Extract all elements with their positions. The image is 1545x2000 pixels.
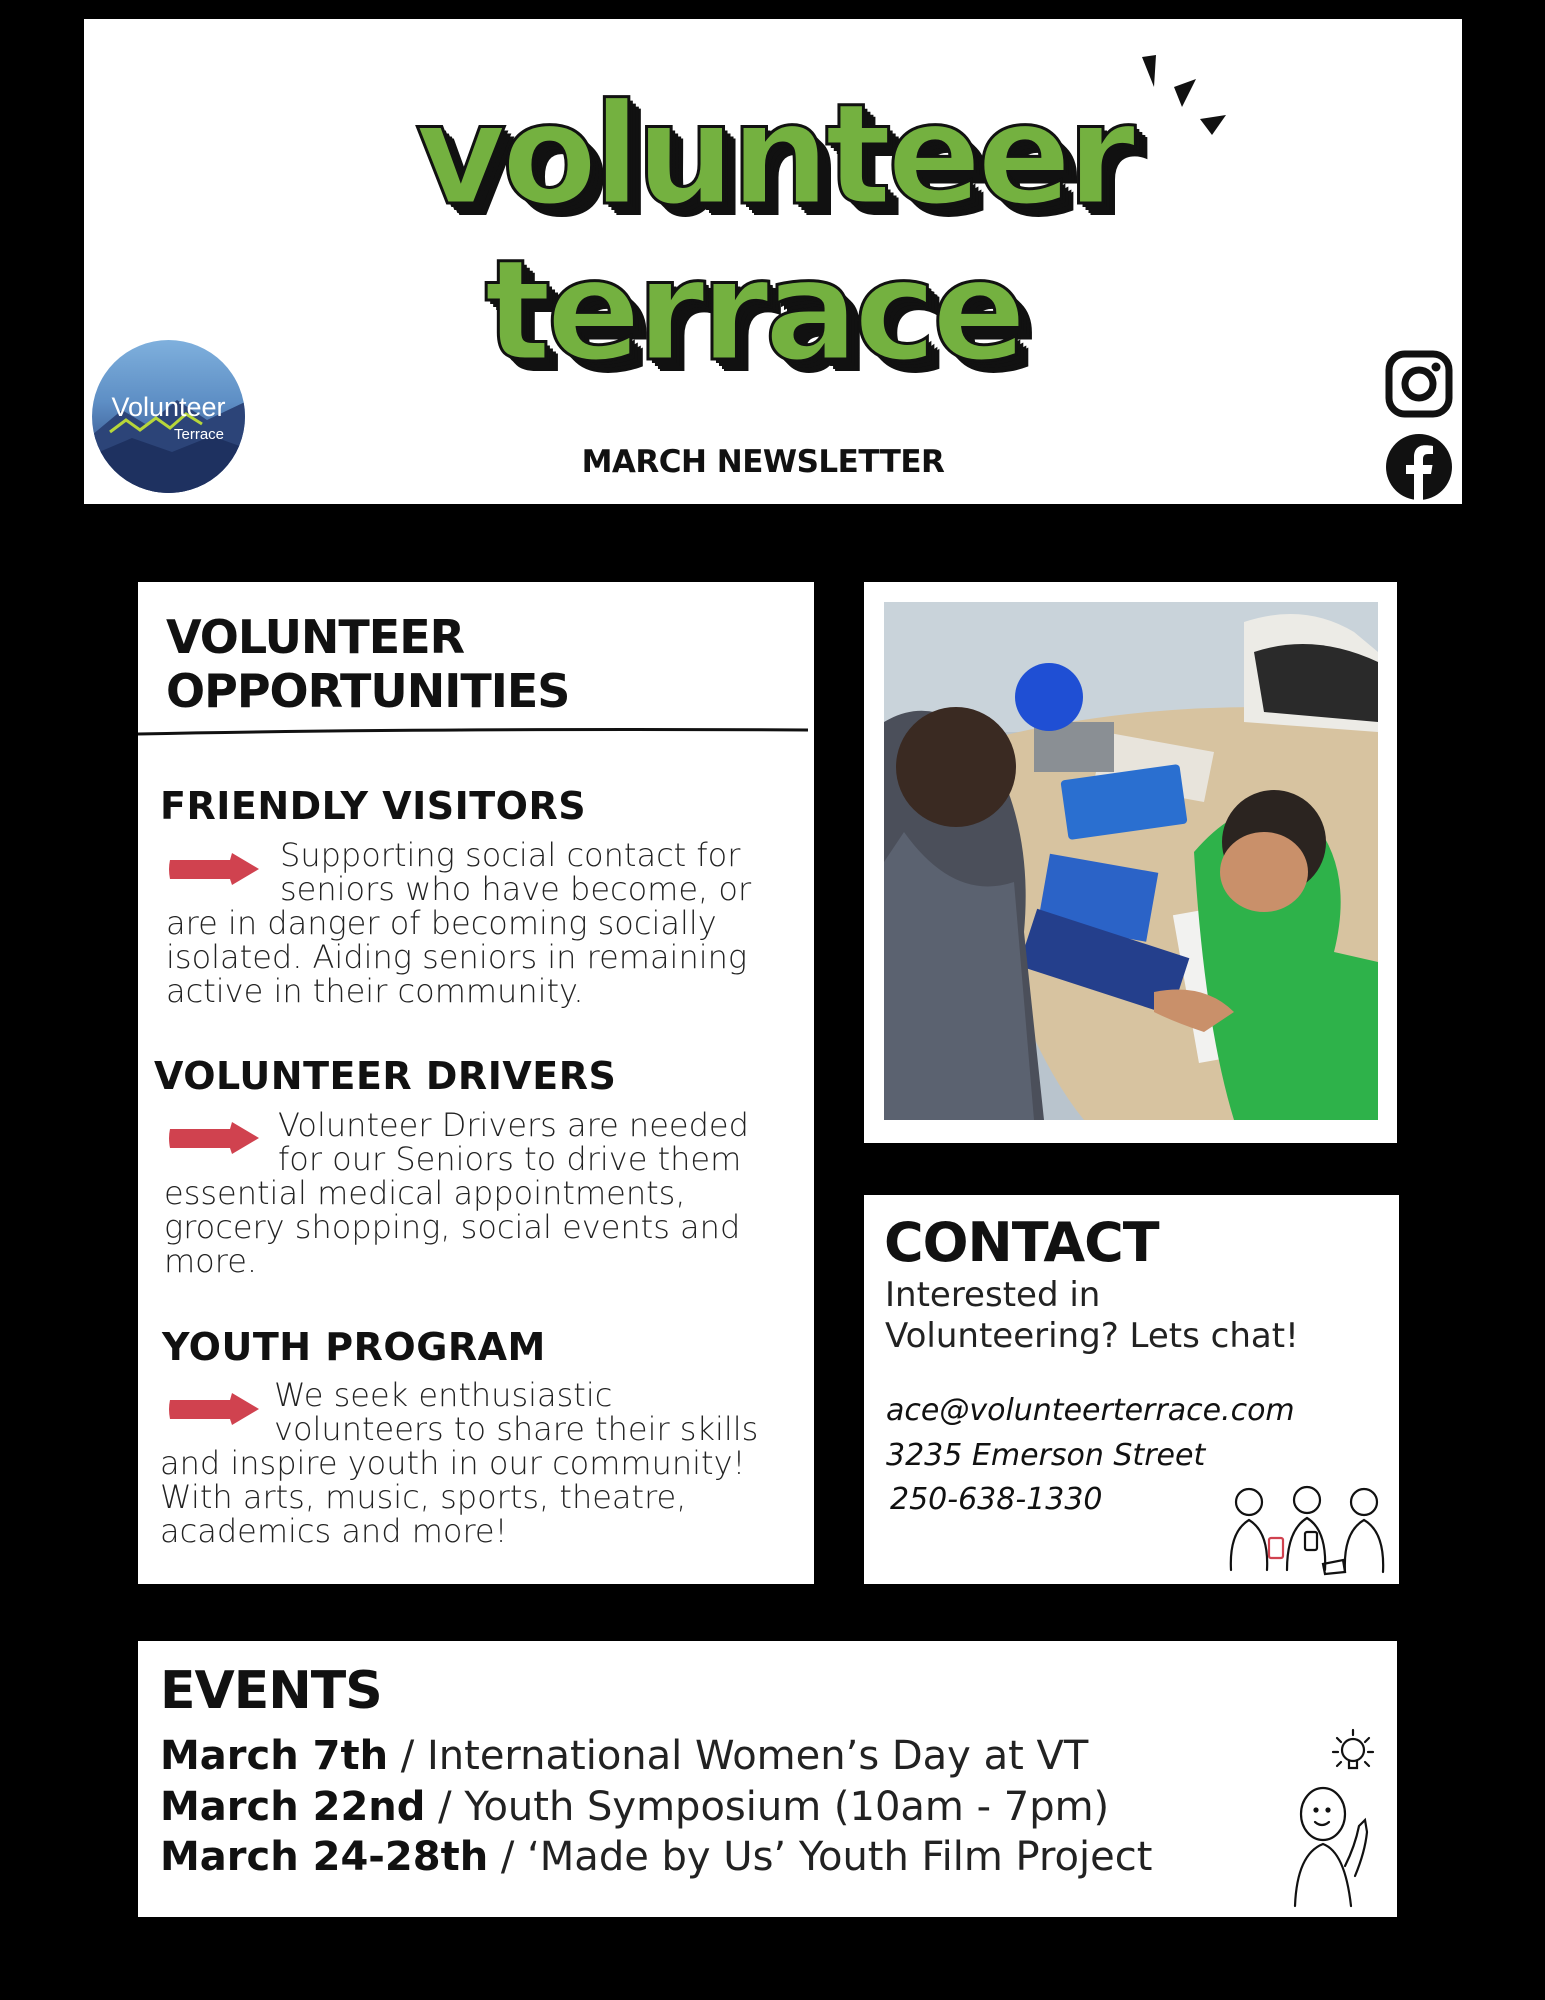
description-line: more.	[164, 1242, 258, 1280]
title-line-2: terrace	[484, 230, 1022, 393]
event-separator: /	[425, 1784, 465, 1830]
description-line: isolated. Aiding seniors in remaining	[166, 938, 748, 976]
description-line: active in their community.	[166, 972, 584, 1010]
people-chatting-doodle-icon	[1219, 1480, 1394, 1580]
event-date: March 22nd	[160, 1784, 426, 1830]
contact-panel	[864, 1195, 1399, 1584]
volunteer-drivers-description	[164, 1108, 784, 1278]
events-title: EVENTS	[160, 1661, 382, 1721]
contact-email-link[interactable]: ace@volunteerterrace.com	[886, 1393, 1295, 1428]
friendly-visitors-description	[166, 838, 786, 1008]
title-line-1: volunteer	[415, 74, 1131, 237]
photo-panel	[864, 582, 1397, 1143]
section-divider	[138, 728, 808, 736]
contact-intro-line: Volunteering? Lets chat!	[885, 1316, 1299, 1356]
opportunities-title: VOLUNTEER OPPORTUNITIES	[166, 610, 570, 718]
description-line: academics and more!	[160, 1512, 508, 1550]
instagram-icon[interactable]	[1384, 349, 1454, 419]
event-separator: /	[388, 1733, 427, 1779]
description-line: We seek enthusiastic	[274, 1376, 613, 1414]
events-panel	[138, 1641, 1397, 1917]
description-line: Supporting social contact for	[280, 836, 741, 874]
logo-text-main: Volunteer	[111, 392, 226, 422]
description-line: Volunteer Drivers are needed	[278, 1106, 749, 1144]
volunteer-tutoring-photo	[884, 602, 1378, 1120]
event-name: International Women’s Day at VT	[426, 1733, 1089, 1779]
spark-doodle-icon	[1134, 49, 1234, 144]
youth-program-description	[160, 1378, 790, 1548]
volunteer-opportunities-panel	[138, 582, 814, 1584]
contact-title: CONTACT	[884, 1211, 1159, 1274]
contact-intro	[885, 1275, 1385, 1357]
header-banner	[84, 19, 1462, 504]
description-line: volunteers to share their skills	[274, 1410, 759, 1448]
event-separator: /	[488, 1834, 528, 1880]
logo-text-sub: Terrace	[174, 426, 225, 443]
event-name: Youth Symposium (10am - 7pm)	[464, 1784, 1110, 1830]
contact-intro-line: Interested in	[885, 1275, 1101, 1315]
volunteer-drivers-heading: VOLUNTEER DRIVERS	[154, 1054, 617, 1098]
youth-program-heading: YOUTH PROGRAM	[162, 1325, 546, 1369]
description-line: seniors who have become, or	[280, 870, 752, 908]
friendly-visitors-heading: FRIENDLY VISITORS	[160, 784, 587, 828]
event-item	[160, 1834, 1152, 1880]
newsletter-subtitle: MARCH NEWSLETTER	[581, 444, 945, 480]
description-line: With arts, music, sports, theatre,	[160, 1478, 687, 1516]
event-item	[160, 1733, 1088, 1779]
contact-address: 3235 Emerson Street	[886, 1438, 1206, 1473]
event-date: March 7th	[160, 1733, 389, 1779]
description-line: for our Seniors to drive them	[278, 1140, 742, 1178]
description-line: essential medical appointments,	[164, 1174, 686, 1212]
contact-phone-link[interactable]: 250-638-1330	[890, 1482, 1103, 1517]
facebook-icon[interactable]	[1384, 432, 1454, 502]
description-line: grocery shopping, social events and	[164, 1208, 741, 1246]
event-name: ‘Made by Us’ Youth Film Project	[527, 1834, 1153, 1880]
description-line: and inspire youth in our community!	[160, 1444, 746, 1482]
event-item	[160, 1784, 1109, 1830]
description-line: are in danger of becoming socially	[166, 904, 717, 942]
event-date: March 24-28th	[160, 1834, 489, 1880]
idea-lightbulb-doodle-icon	[1293, 1726, 1388, 1911]
